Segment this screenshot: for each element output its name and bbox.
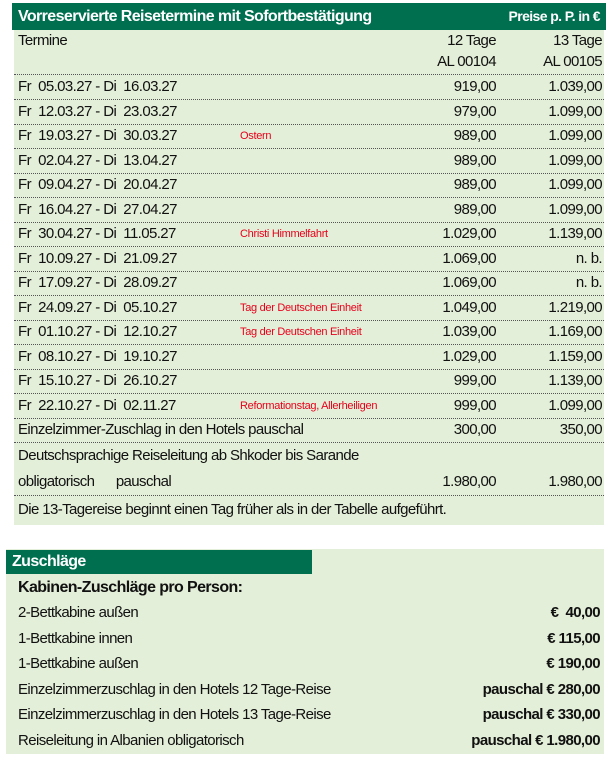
table-row [14,173,604,198]
guide-p12: 1.980,00 [442,473,496,490]
guide-line2: obligatorisch pauschal [18,473,172,490]
table-row [14,296,604,321]
header-12-label: 12 Tage [447,32,496,49]
row-holiday: Reformationstag, Allerheiligen [240,399,378,412]
row-date: Fr 10.09.27 - Di 21.09.27 [18,249,177,267]
surcharge-item [18,626,600,651]
surcharges-subtitle-text: Kabinen-Zuschläge pro Person: [18,579,243,596]
row-price-13: 1.099,00 [548,396,602,414]
row-price-12: 989,00 [453,127,496,144]
row-holiday: Ostern [240,130,272,142]
surcharge-item [18,702,600,727]
row-price-12: 999,00 [453,372,496,389]
guide-p13: 1.980,00 [548,473,602,490]
row-price-12: 989,00 [453,151,496,169]
surcharge-label: Einzelzimmerzuschlag in den Hotels 13 Tage-Reise [18,706,331,723]
surcharge-value: pauschal € 330,00 [482,706,600,723]
surcharge-label: Einzelzimmerzuschlag in den Hotels 12 Tage-Reise [18,680,331,698]
row-date: Fr 24.09.27 - Di 05.10.27 [18,298,177,316]
table-row [14,75,604,100]
surcharge-label: 1-Bettkabine innen [18,629,133,647]
table-row [14,271,604,296]
row-price-12: 989,00 [453,200,496,218]
surcharge-label: Reiseleitung in Albanien obligatorisch [18,731,244,749]
row-price-13: 1.039,00 [548,78,602,95]
row-price-12: 999,00 [453,396,496,414]
surcharge-value: € 190,00 [546,655,600,672]
row-holiday: Christi Himmelfahrt [240,228,328,240]
surcharge-value: € 40,00 [550,604,600,621]
table-row [14,247,604,272]
row-price-12: 979,00 [453,102,496,120]
row-holiday: Tag der Deutschen Einheit [240,326,362,338]
row-date: Fr 19.03.27 - Di 30.03.27 [18,127,177,144]
table-row [14,320,604,345]
footnote [14,496,604,524]
table-row [14,222,604,247]
row-price-12: 1.069,00 [442,249,496,267]
header-13-code: AL 00105 [543,53,602,70]
table-row [14,345,604,370]
header-termine: Termine [18,32,68,49]
surcharge-value: pauschal € 280,00 [482,680,600,698]
row-price-12: 1.039,00 [442,323,496,340]
row-holiday: Tag der Deutschen Einheit [240,301,362,314]
row-price-13: 1.099,00 [548,102,602,120]
single-p12: 300,00 [453,421,496,438]
row-price-13: 1.099,00 [548,127,602,144]
surcharge-label: 1-Bettkabine außen [18,655,139,672]
row-price-12: 989,00 [453,176,496,193]
dates-title: Vorreservierte Reisetermine mit Sofortbestätigung [18,8,372,25]
row-date: Fr 15.10.27 - Di 26.10.27 [18,372,177,389]
row-price-12: 1.029,00 [442,347,496,365]
table-row [14,394,604,419]
row-price-13: 1.219,00 [548,298,602,316]
row-price-13: 1.159,00 [548,347,602,365]
row-price-13: 1.099,00 [548,151,602,169]
row-price-12: 1.069,00 [442,274,496,291]
surcharge-value: pauschal € 1.980,00 [471,731,600,749]
table-row [14,124,604,149]
row-date: Fr 01.10.27 - Di 12.10.27 [18,323,177,340]
surcharge-label: 2-Bettkabine außen [18,604,139,621]
table-row [14,100,604,125]
row-date: Fr 12.03.27 - Di 23.03.27 [18,102,177,120]
header-12 [437,30,496,72]
header-13 [543,30,602,72]
surcharge-item [18,677,600,702]
surcharge-item [18,728,600,753]
row-date: Fr 09.04.27 - Di 20.04.27 [18,176,177,193]
row-date: Fr 30.04.27 - Di 11.05.27 [18,225,176,242]
surcharge-item [18,651,600,676]
row-price-13: n. b. [575,274,602,291]
surcharge-item [18,600,600,625]
row-price-13: 1.099,00 [548,176,602,193]
single-p13: 350,00 [559,421,602,438]
row-price-12: 1.049,00 [442,298,496,316]
surcharges-subtitle [18,575,600,600]
row-date: Fr 02.04.27 - Di 13.04.27 [18,151,177,169]
surcharges-title-bar [6,550,312,574]
price-note: Preise p. P. in € [508,8,600,24]
row-date: Fr 22.10.27 - Di 02.11.27 [18,396,176,414]
single-label: Einzelzimmer-Zuschlag in den Hotels pauschal [18,421,304,438]
guide-label [18,443,359,495]
surcharges-title: Zuschläge [12,553,86,570]
guide-row [14,443,604,496]
row-price-13: 1.139,00 [548,372,602,389]
row-price-13: 1.139,00 [548,225,602,242]
single-room-row [14,418,604,443]
row-price-13: n. b. [575,249,602,267]
row-price-13: 1.099,00 [548,200,602,218]
table-row [14,198,604,223]
row-price-12: 1.029,00 [442,225,496,242]
header-12-code: AL 00104 [437,53,496,70]
table-row [14,149,604,174]
footnote-text: Die 13-Tagereise beginnt einen Tag früher als in der Tabelle aufgeführt. [18,501,447,518]
row-price-13: 1.169,00 [548,323,602,340]
table-header [14,30,604,75]
row-price-12: 919,00 [453,78,496,95]
dates-title-bar [12,3,606,30]
row-date: Fr 16.04.27 - Di 27.04.27 [18,200,177,218]
row-date: Fr 05.03.27 - Di 16.03.27 [18,78,177,95]
guide-line1: Deutschsprachige Reiseleitung ab Shkoder bis Sarande [18,447,359,464]
row-date: Fr 17.09.27 - Di 28.09.27 [18,274,177,291]
surcharge-value: € 115,00 [547,629,600,647]
table-row [14,369,604,394]
header-13-label: 13 Tage [553,32,602,49]
row-date: Fr 08.10.27 - Di 19.10.27 [18,347,177,365]
